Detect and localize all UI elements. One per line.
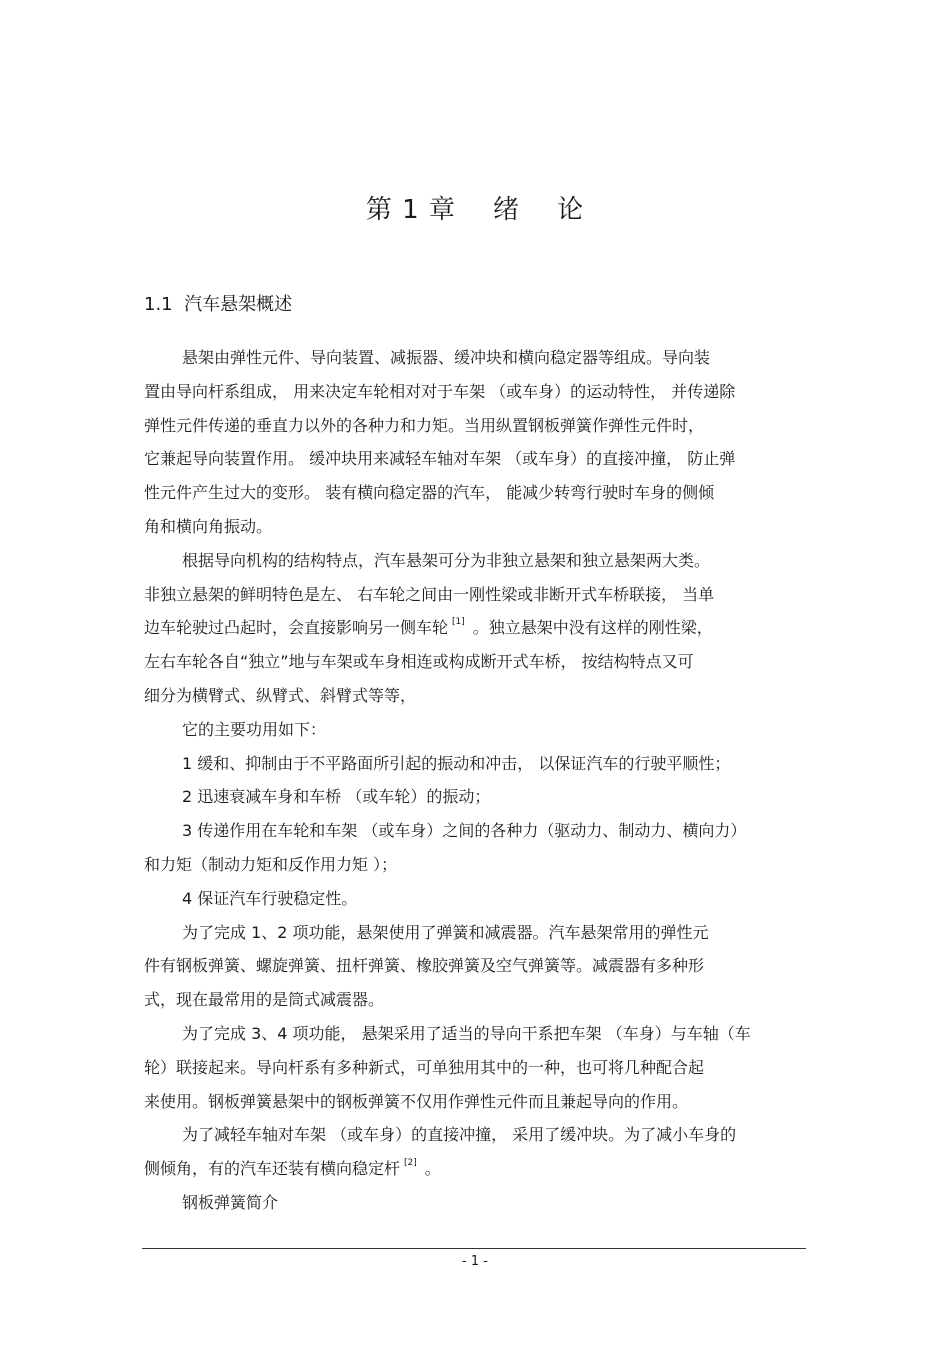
paragraph-line: 角和横向角振动。 — [144, 516, 273, 536]
list-item: 3 传递作用在车轮和车架 （或车身）之间的各种力（驱动力、制动力、横向力） — [182, 821, 747, 841]
paragraph-line: 件有钢板弹簧、螺旋弹簧、扭杆弹簧、橡胶弹簧及空气弹簧等。减震器有多种形 — [144, 956, 705, 976]
paragraph-line: 置由导向杆系组成， 用来决定车轮相对对于车架 （或车身）的运动特性， 并传递除 — [144, 381, 736, 401]
citation-marker: [2] — [404, 1158, 417, 1169]
list-item: 4 保证汽车行驶稳定性。 — [182, 888, 358, 908]
paragraph-line — [144, 1152, 808, 1186]
paragraph-line: 性元件产生过大的变形。 装有横向稳定器的汽车， 能减少转弯行驶时车身的侧倾 — [144, 483, 715, 503]
paragraph-line: 为了减轻车轴对车架 （或车身）的直接冲撞， 采用了缓冲块。为了减小车身的 — [182, 1125, 737, 1145]
paragraph-line: 左右车轮各自“独立”地与车架或车身相连或构成断开式车桥， 按结构特点又可 — [144, 652, 694, 672]
paragraph-text: 边车轮驶过凸起时，会直接影响另一侧车轮 — [144, 618, 449, 638]
paragraph-line: 式，现在最常用的是筒式减震器。 — [144, 990, 385, 1010]
paragraph-line: 弹性元件传递的垂直力以外的各种力和力矩。当用纵置钢板弹簧作弹性元件时， — [144, 415, 705, 435]
paragraph-line: 来使用。钢板弹簧悬架中的钢板弹簧不仅用作弹性元件而且兼起导向的作用。 — [144, 1091, 689, 1111]
chapter-title: 第 1 章 绪 论 — [365, 195, 585, 225]
list-item: 1 缓和、抑制由于不平路面所引起的振动和冲击， 以保证汽车的行驶平顺性； — [182, 753, 731, 773]
page-number: - 1 - — [462, 1254, 488, 1269]
paragraph-line: 非独立悬架的鲜明特色是左、 右车轮之间由一刚性梁或非断开式车桥联接， 当单 — [144, 584, 715, 604]
list-item: 2 迅速衰减车身和车桥 （或车轮）的振动； — [182, 787, 491, 807]
paragraph-line: 为了完成 3、4 项功能， 悬架采用了适当的导向干系把车架 （车身）与车轴（车 — [182, 1023, 751, 1043]
citation-marker: [1] — [452, 617, 465, 628]
paragraph-line: 轮）联接起来。导向杆系有多种新式，可单独用其中的一种，也可将几种配合起 — [144, 1057, 705, 1077]
list-item-continuation: 和力矩（制动力矩和反作用力矩 ）； — [144, 854, 398, 874]
paragraph-text: 。 — [424, 1159, 441, 1179]
paragraph-text: 。独立悬架中没有这样的刚性梁， — [472, 618, 713, 638]
paragraph-line: 悬架由弹性元件、导向装置、减振器、缓冲块和横向稳定器等组成。导向装 — [182, 348, 711, 367]
body-text — [144, 341, 808, 1220]
footer-divider — [142, 1248, 806, 1249]
paragraph-line: 细分为横臂式、纵臂式、斜臂式等等， — [144, 685, 417, 705]
paragraph-line: 为了完成 1、2 项功能，悬架使用了弹簧和减震器。汽车悬架常用的弹性元 — [182, 922, 709, 942]
section-title: 1.1 汽车悬架概述 — [144, 294, 293, 315]
paragraph-text: 侧倾角，有的汽车还装有横向稳定杆 — [144, 1159, 401, 1179]
paragraph-line: 它的主要功用如下： — [182, 719, 327, 739]
paragraph-line — [144, 611, 808, 645]
paragraph-line: 它兼起导向装置作用。 缓冲块用来减轻车轴对车架 （或车身）的直接冲撞， 防止弹 — [144, 449, 736, 469]
subheading-line: 钢板弹簧简介 — [182, 1192, 279, 1212]
paragraph-line: 根据导向机构的结构特点，汽车悬架可分为非独立悬架和独立悬架两大类。 — [182, 550, 711, 570]
